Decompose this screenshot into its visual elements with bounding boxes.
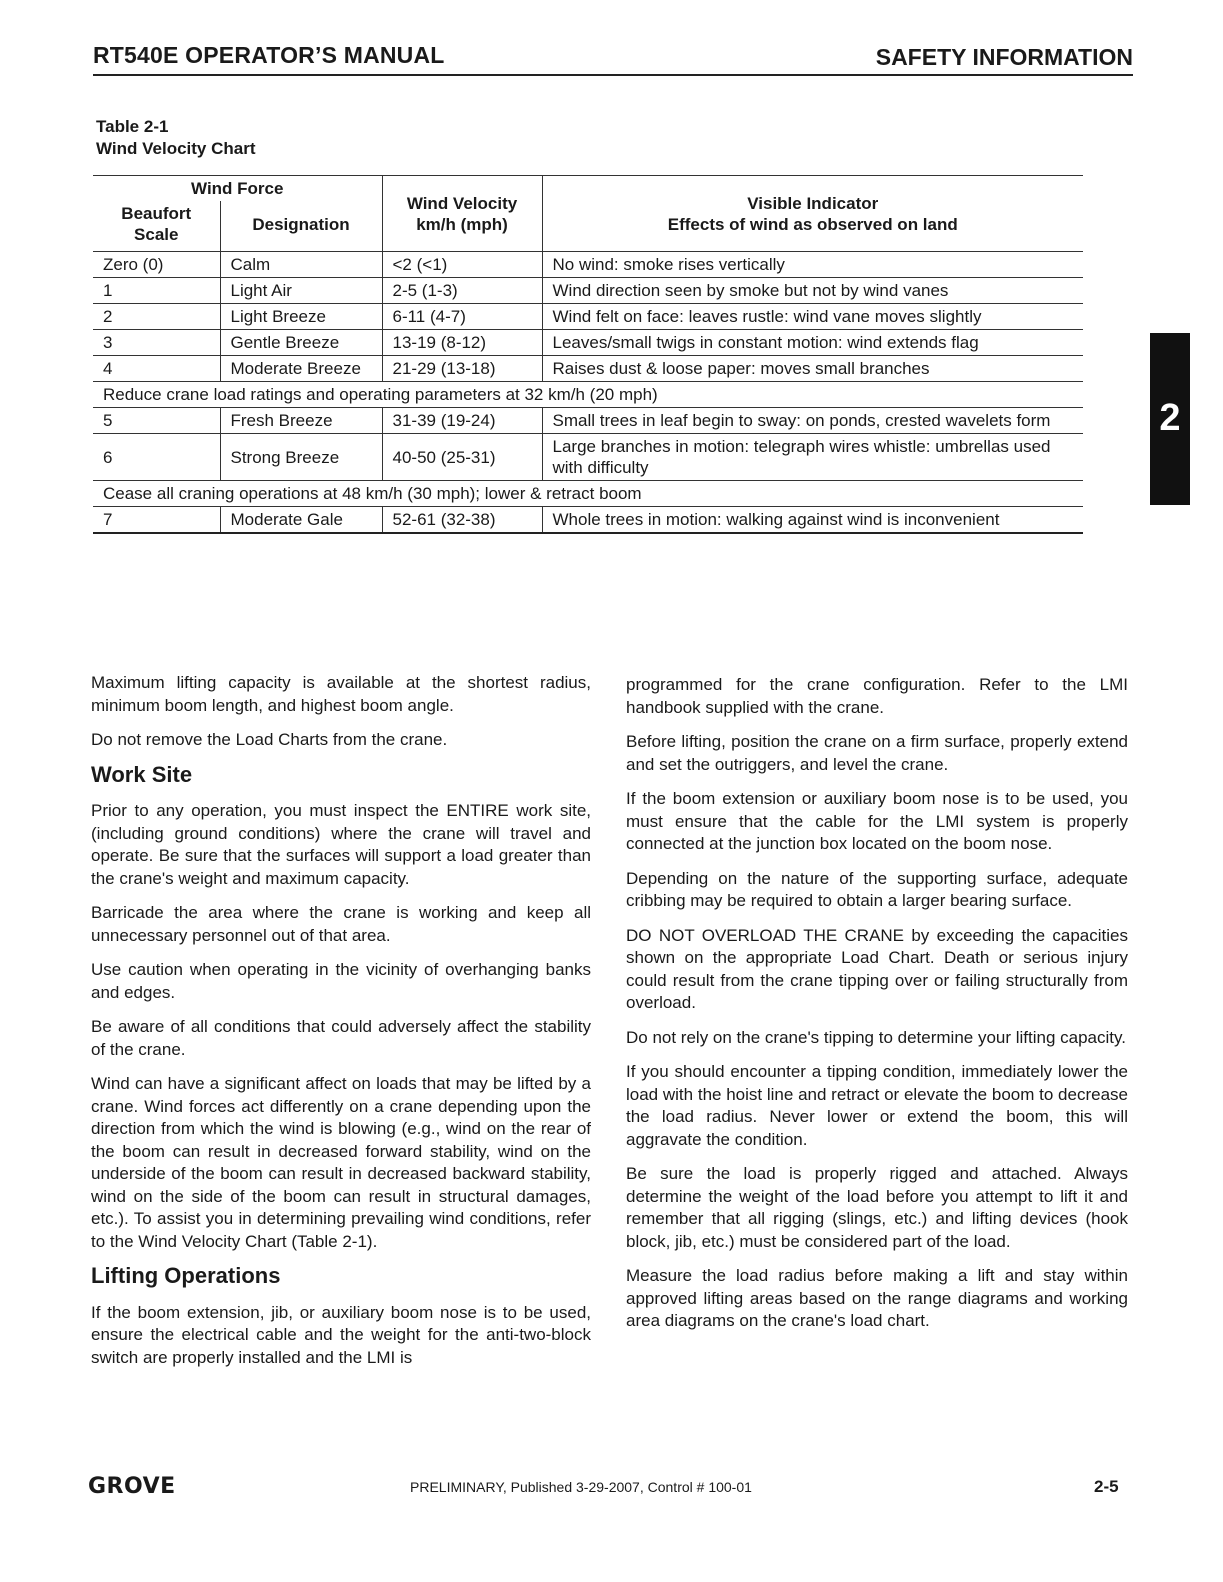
cell-velocity: 21-29 (13-18): [382, 356, 542, 382]
paragraph: Be aware of all conditions that could adversely affect the stability of the crane.: [91, 1017, 591, 1059]
paragraph: programmed for the crane configuration. Refer to the LMI handbook supplied with the crane.: [626, 675, 1128, 717]
paragraph: Wind can have a significant affect on loads that may be lifted by a crane. Wind forces act differently on a crane depending upon the direction from which the wind is blowing (e.g., wind on the rear of the boom can result in decreased forward stability, wind on the underside of the boom can result in decreased backward stability, wind on the side of the boom can result in structural damages, etc.). To assist you in determining prevailing wind conditions, refer to the Wind Velocity Chart (Table 2-1).: [91, 1074, 591, 1251]
page-number: 2-5: [1094, 1477, 1119, 1496]
table-note-row: [93, 382, 1083, 408]
table-note-row: [93, 481, 1083, 507]
section-title: SAFETY INFORMATION: [875, 44, 1133, 70]
table-title: Wind Velocity Chart: [96, 139, 256, 158]
page-header: [93, 40, 1133, 76]
cell-indicator: Wind felt on face: leaves rustle: wind vane moves slightly: [542, 304, 1083, 330]
publication-info: PRELIMINARY, Published 3-29-2007, Control # 100-01: [410, 1479, 752, 1495]
header-wind-force: Wind Force: [93, 176, 382, 202]
paragraph: Prior to any operation, you must inspect the ENTIRE work site, (including ground conditions) where the crane will travel and operate. Be sure that the surfaces will support a load greater than the crane's weight and maximum capacity.: [91, 801, 591, 888]
cell-velocity: 2-5 (1-3): [382, 278, 542, 304]
paragraph: Use caution when operating in the vicinity of overhanging banks and edges.: [91, 960, 591, 1002]
cell-scale: 3: [93, 330, 220, 356]
cell-scale: Zero (0): [93, 252, 220, 278]
table-row: [93, 507, 1083, 534]
paragraph: Measure the load radius before making a lift and stay within approved lifting areas based on the range diagrams and working area diagrams on the crane's load chart.: [626, 1266, 1128, 1330]
header-indicator-title: Visible Indicator: [747, 193, 879, 213]
section-tab: [1150, 333, 1190, 505]
left-column: [91, 672, 591, 1381]
cell-velocity: 13-19 (8-12): [382, 330, 542, 356]
cell-designation: Moderate Breeze: [220, 356, 382, 382]
paragraph: Depending on the nature of the supporting surface, adequate cribbing may be required to obtain a larger bearing surface.: [626, 868, 1128, 910]
paragraph: If the boom extension, jib, or auxiliary boom nose is to be used, ensure the electrical cable and the weight for the anti-two-block switch are properly installed and the LMI is: [91, 1302, 591, 1367]
paragraph: Barricade the area where the crane is working and keep all unnecessary personnel out of that area.: [91, 903, 591, 945]
paragraph: Maximum lifting capacity is available at the shortest radius, minimum boom length, and highest boom angle.: [91, 673, 591, 715]
cell-designation: Strong Breeze: [220, 434, 382, 481]
cell-scale: 4: [93, 356, 220, 382]
cell-indicator: Small trees in leaf begin to sway: on ponds, crested wavelets form: [542, 408, 1083, 434]
cell-designation: Gentle Breeze: [220, 330, 382, 356]
table-row: [93, 356, 1083, 382]
header-indicator-subtitle: Effects of wind as observed on land: [667, 214, 958, 234]
paragraph: Be sure the load is properly rigged and attached. Always determine the weight of the load before you attempt to lift it and remember that all rigging (slings, etc.) and lifting devices (hook block, jib, etc.) must be considered part of the load.: [626, 1164, 1128, 1251]
paragraph: Do not rely on the crane's tipping to determine your lifting capacity.: [626, 1027, 1126, 1047]
table-row: [93, 278, 1083, 304]
cell-velocity: <2 (<1): [382, 252, 542, 278]
cell-indicator: Wind direction seen by smoke but not by wind vanes: [542, 278, 1083, 304]
paragraph: DO NOT OVERLOAD THE CRANE by exceeding the capacities shown on the appropriate Load Chart. Death or serious injury could result from the crane tipping over or failing structurally from overload.: [626, 925, 1128, 1012]
lifting-operations-heading: Lifting Operations: [91, 1263, 281, 1288]
cell-indicator: No wind: smoke rises vertically: [542, 252, 1083, 278]
paragraph: If the boom extension or auxiliary boom nose is to be used, you must ensure that the cable for the LMI system is properly connected at the junction box located on the boom nose.: [626, 789, 1128, 853]
header-indicator: [542, 176, 1083, 252]
cell-velocity: 6-11 (4-7): [382, 304, 542, 330]
work-site-heading: Work Site: [91, 761, 193, 787]
header-velocity: Wind Velocity km/h (mph): [382, 176, 542, 252]
table-row: [93, 304, 1083, 330]
wind-velocity-table: [93, 175, 1083, 534]
cell-indicator: Whole trees in motion: walking against wind is inconvenient: [542, 507, 1083, 534]
cell-designation: Light Air: [220, 278, 382, 304]
table-row: [93, 252, 1083, 278]
note-reduce-ratings: Reduce crane load ratings and operating parameters at 32 km/h (20 mph): [93, 382, 1083, 408]
cell-indicator: Leaves/small twigs in constant motion: wind extends flag: [542, 330, 1083, 356]
cell-scale: 2: [93, 304, 220, 330]
cell-scale: 7: [93, 507, 220, 534]
right-column: [626, 674, 1128, 1345]
table-number: Table 2-1: [96, 117, 169, 136]
paragraph: Before lifting, position the crane on a firm surface, properly extend and set the outriggers, and level the crane.: [626, 732, 1128, 774]
paragraph: Do not remove the Load Charts from the crane.: [91, 730, 448, 749]
cell-indicator: Raises dust & loose paper: moves small branches: [542, 356, 1083, 382]
cell-designation: Fresh Breeze: [220, 408, 382, 434]
cell-designation: Light Breeze: [220, 304, 382, 330]
cell-velocity: 31-39 (19-24): [382, 408, 542, 434]
cell-designation: Moderate Gale: [220, 507, 382, 534]
table-row: [93, 330, 1083, 356]
table-row: [93, 434, 1083, 481]
section-tab-number: 2: [1159, 397, 1181, 439]
header-beaufort: Beaufort Scale: [93, 201, 220, 252]
cell-designation: Calm: [220, 252, 382, 278]
cell-scale: 1: [93, 278, 220, 304]
manual-title: RT540E OPERATOR’S MANUAL: [93, 42, 445, 68]
cell-scale: 5: [93, 408, 220, 434]
grove-logo: GROVE: [88, 1474, 176, 1499]
cell-velocity: 40-50 (25-31): [382, 434, 542, 481]
paragraph: If you should encounter a tipping condition, immediately lower the load with the hoist line and retract or elevate the boom to decrease the load radius. Never lower or extend the boom, this will aggravate the condition.: [626, 1062, 1128, 1149]
table-caption: [96, 116, 255, 160]
header-designation: Designation: [220, 201, 382, 252]
table-row: [93, 408, 1083, 434]
note-cease-operations: Cease all craning operations at 48 km/h (30 mph); lower & retract boom: [93, 481, 1083, 507]
cell-velocity: 52-61 (32-38): [382, 507, 542, 534]
cell-scale: 6: [93, 434, 220, 481]
cell-indicator: Large branches in motion: telegraph wires whistle: umbrellas used with difficulty: [542, 434, 1083, 481]
